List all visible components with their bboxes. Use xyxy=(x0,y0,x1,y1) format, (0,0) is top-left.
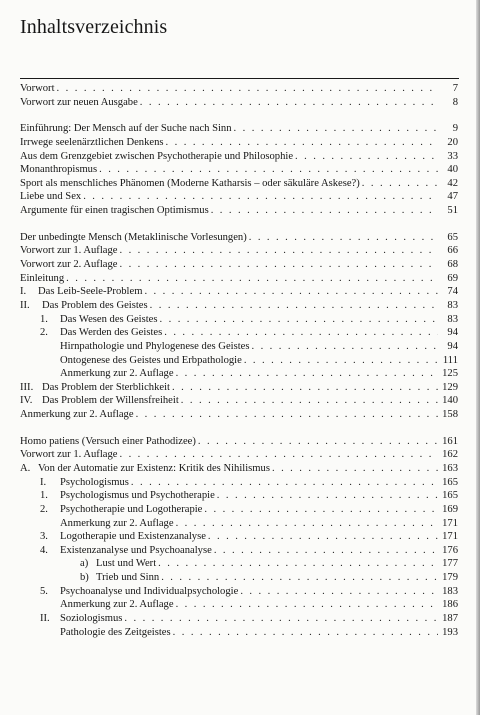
toc-entry[interactable] xyxy=(20,82,458,96)
dot-leader xyxy=(251,340,438,354)
dot-leader xyxy=(172,381,438,395)
toc-entry-title: Das Wesen des Geistes xyxy=(60,313,158,325)
toc-entry-number: 5. xyxy=(40,585,48,597)
toc-entry-title: Trieb und Sinn xyxy=(96,572,160,584)
toc-section xyxy=(20,231,458,422)
toc-entry-title: Monanthropismus xyxy=(20,164,98,176)
toc-page-number: 163 xyxy=(442,463,458,474)
dot-leader xyxy=(119,258,438,272)
toc-entry-title: Sport als menschliches Phänomen (Moderne Katharsis – oder säkuläre Askese?) xyxy=(20,177,360,189)
toc-entry-number: 4. xyxy=(40,544,48,556)
toc-entry-title: Logotherapie und Existenzanalyse xyxy=(60,531,206,543)
dot-leader xyxy=(217,489,438,503)
toc-page-number: 176 xyxy=(442,544,458,556)
toc-entry[interactable] xyxy=(20,381,458,395)
toc-entry[interactable] xyxy=(20,544,458,558)
toc-entry[interactable] xyxy=(20,408,458,422)
dot-leader xyxy=(211,204,438,218)
toc-page-number: 171 xyxy=(442,517,458,529)
toc-entry[interactable] xyxy=(20,476,458,490)
toc-entry[interactable] xyxy=(20,598,458,612)
toc-entry-title: Vorwort zur 1. Auflage xyxy=(20,245,118,257)
toc-entry-label xyxy=(20,462,270,476)
toc-page-number: 161 xyxy=(442,435,458,447)
toc-entry-title: Existenzanalyse und Psychoanalyse xyxy=(60,544,212,556)
toc-entry-title: Vorwort xyxy=(20,82,55,94)
toc-entry-label xyxy=(20,272,64,286)
dot-leader xyxy=(83,190,438,204)
toc-page-number: 169 xyxy=(442,503,458,515)
toc-page-number: 165 xyxy=(442,490,458,502)
toc-page-number: 74 xyxy=(447,286,458,298)
toc-entry-label xyxy=(40,313,158,327)
toc-entry-title: Das Problem der Sterblichkeit xyxy=(42,381,170,393)
toc-entry[interactable] xyxy=(20,177,458,191)
toc-entry-number: II. xyxy=(20,299,30,311)
toc-entry-label xyxy=(20,258,117,272)
toc-entry[interactable] xyxy=(20,462,458,476)
toc-entry[interactable] xyxy=(20,163,458,177)
toc-entry[interactable] xyxy=(20,448,458,462)
toc-entry-number: b) xyxy=(80,572,89,584)
toc-entry[interactable] xyxy=(20,313,458,327)
toc-entry-title: Anmerkung zur 2. Auflage xyxy=(60,368,174,380)
toc-entry-title: Psychoanalyse und Individualpsychologie xyxy=(60,585,239,597)
toc-entry-number: I. xyxy=(40,476,47,488)
toc-entry-label xyxy=(20,299,148,313)
toc-entry[interactable] xyxy=(20,354,458,368)
toc-page-number: 83 xyxy=(447,313,458,325)
toc-entry[interactable] xyxy=(20,394,458,408)
dot-leader xyxy=(124,612,438,626)
toc-entry-number: 1. xyxy=(40,313,48,325)
toc-page-number: 68 xyxy=(447,259,458,271)
toc-entry-label xyxy=(60,626,171,640)
toc-entry-title: Psychotherapie und Logotherapie xyxy=(60,503,203,515)
toc-entry[interactable] xyxy=(20,367,458,381)
dot-leader xyxy=(158,557,438,571)
toc-entry-label xyxy=(20,82,55,96)
toc-entry[interactable] xyxy=(20,272,458,286)
dot-leader xyxy=(119,244,438,258)
toc-entry-label xyxy=(60,367,174,381)
dot-leader xyxy=(272,462,438,476)
dot-leader xyxy=(140,96,438,110)
toc-entry-title: Anmerkung zur 2. Auflage xyxy=(20,409,134,421)
toc-page-number: 83 xyxy=(447,299,458,311)
toc-section xyxy=(20,122,458,217)
dot-leader xyxy=(57,82,438,96)
toc-page-number: 40 xyxy=(447,164,458,176)
toc-page-number: 186 xyxy=(442,599,458,611)
dot-leader xyxy=(198,435,438,449)
dot-leader xyxy=(160,313,438,327)
toc-entry-label xyxy=(20,163,97,177)
toc-entry-title: Das Problem des Geistes xyxy=(42,299,148,311)
toc-entry-label xyxy=(40,544,212,558)
toc-page-number: 94 xyxy=(447,340,458,352)
toc-entry[interactable] xyxy=(20,285,458,299)
toc-entry-label xyxy=(20,150,293,164)
dot-leader xyxy=(131,476,438,490)
toc-page-number: 158 xyxy=(442,409,458,421)
toc-entry-title: Ontogenese des Geistes und Erbpathologie xyxy=(60,354,242,366)
toc-page-number: 42 xyxy=(447,177,458,189)
toc-entry-label xyxy=(20,381,170,395)
dot-leader xyxy=(150,299,438,313)
toc-entry-number: IV. xyxy=(20,395,33,407)
toc-entry-title: Das Problem der Willensfreiheit xyxy=(42,395,179,407)
toc-entry-label xyxy=(40,489,215,503)
toc-page-number: 69 xyxy=(447,272,458,284)
toc-entry[interactable] xyxy=(20,122,458,136)
toc-entry-label xyxy=(80,557,156,571)
toc-page-number: 51 xyxy=(447,205,458,217)
toc-page-number: 7 xyxy=(452,82,458,94)
toc-entry-label xyxy=(20,231,247,245)
toc-entry[interactable] xyxy=(20,340,458,354)
toc-entry-title: Liebe und Sex xyxy=(20,191,82,203)
toc-entry-number: II. xyxy=(40,613,50,625)
toc-page-number: 171 xyxy=(442,531,458,543)
dot-leader xyxy=(166,136,438,150)
toc-page-number: 140 xyxy=(442,395,458,407)
toc-page-number: 66 xyxy=(447,245,458,257)
toc-page-number: 111 xyxy=(442,354,458,366)
toc-entry[interactable] xyxy=(20,244,458,258)
toc-page-number: 125 xyxy=(442,368,458,380)
toc-entry-title: Von der Automatie zur Existenz: Kritik des Nihilismus xyxy=(38,463,270,474)
toc-section xyxy=(20,82,458,109)
toc-section xyxy=(20,435,458,640)
toc-page-number: 20 xyxy=(447,136,458,148)
toc-entry-title: Das Werden des Geistes xyxy=(60,327,163,339)
toc-entry-number: I. xyxy=(20,286,27,298)
toc-entry-title: Das Leib-Seele-Problem xyxy=(38,286,143,298)
toc-entry-label xyxy=(20,177,360,191)
toc-entry-title: Aus dem Grenzgebiet zwischen Psychotherapie und Philosophie xyxy=(20,150,294,162)
toc-page-number: 162 xyxy=(442,449,458,461)
toc-entry[interactable] xyxy=(20,96,458,110)
toc-page-number: 65 xyxy=(447,231,458,243)
dot-leader xyxy=(208,530,438,544)
dot-leader xyxy=(249,231,438,245)
toc-entry-label xyxy=(80,571,159,585)
toc-entry-label xyxy=(20,448,117,462)
toc-entry[interactable] xyxy=(20,231,458,245)
toc-entry-label xyxy=(60,340,249,354)
toc-entry-label xyxy=(40,530,206,544)
toc-entry[interactable] xyxy=(20,489,458,503)
toc-entry-label xyxy=(40,476,129,490)
toc-entry-label xyxy=(20,136,164,150)
toc-entry-number: 2. xyxy=(40,503,48,515)
toc-entry-title: Homo patiens (Versuch einer Pathodizee) xyxy=(20,435,196,447)
toc-entry-label xyxy=(20,122,232,136)
toc-entry-title: Soziologismus xyxy=(60,613,123,625)
toc-entry-title: Anmerkung zur 2. Auflage xyxy=(60,599,174,611)
toc-page-number: 187 xyxy=(442,613,458,625)
toc-entry-label xyxy=(20,408,134,422)
dot-leader xyxy=(244,354,438,368)
toc-entry-label xyxy=(20,394,179,408)
toc-page-number: 33 xyxy=(447,150,458,162)
toc-entry-title: Einführung: Der Mensch auf der Suche nach Sinn xyxy=(20,123,232,135)
dot-leader xyxy=(66,272,438,286)
dot-leader xyxy=(176,517,438,531)
toc-entry-title: Pathologie des Zeitgeistes xyxy=(60,626,171,638)
toc-entry-label xyxy=(60,517,174,531)
dot-leader xyxy=(240,585,438,599)
toc-entry[interactable] xyxy=(20,150,458,164)
toc-entry-label xyxy=(20,285,142,299)
toc-entry-label xyxy=(40,612,122,626)
toc-entry-label xyxy=(20,96,138,110)
toc-entry[interactable] xyxy=(20,517,458,531)
page-edge-shadow xyxy=(476,0,480,715)
toc-entry[interactable] xyxy=(20,204,458,218)
toc-entry[interactable] xyxy=(20,503,458,517)
dot-leader xyxy=(234,122,438,136)
toc-entry[interactable] xyxy=(20,299,458,313)
toc-entry-number: A. xyxy=(20,463,31,474)
toc-page-number: 8 xyxy=(452,96,458,108)
toc-entry-label xyxy=(40,585,238,599)
toc-entry-title: Argumente für einen tragischen Optimismus xyxy=(20,205,209,217)
toc-page-number: 129 xyxy=(442,381,458,393)
toc-entry[interactable] xyxy=(20,258,458,272)
toc-page-number: 193 xyxy=(442,626,458,638)
dot-leader xyxy=(144,285,438,299)
dot-leader xyxy=(181,394,438,408)
toc-page-number: 177 xyxy=(442,558,458,570)
dot-leader xyxy=(176,367,438,381)
toc-entry-label xyxy=(20,435,196,449)
toc-entry-label xyxy=(40,326,162,340)
dot-leader xyxy=(164,326,438,340)
toc-entry-title: Vorwort zur neuen Ausgabe xyxy=(20,96,138,108)
page-title: Inhaltsverzeichnis xyxy=(20,16,168,38)
toc-entry-title: Psychologismus und Psychotherapie xyxy=(60,490,215,502)
dot-leader xyxy=(176,598,438,612)
toc-entry-title: Irrwege seelenärztlichen Denkens xyxy=(20,136,164,148)
dot-leader xyxy=(99,163,438,177)
toc-entry-title: Lust und Wert xyxy=(96,558,157,570)
toc-page-number: 47 xyxy=(447,191,458,203)
toc-page-number: 179 xyxy=(442,572,458,584)
toc-entry-title: Psychologismus xyxy=(60,476,129,488)
toc-entry-title: Anmerkung zur 2. Auflage xyxy=(60,517,174,529)
dot-leader xyxy=(136,408,438,422)
toc-entry[interactable] xyxy=(20,558,458,572)
dot-leader xyxy=(204,503,438,517)
dot-leader xyxy=(295,150,438,164)
toc-entry-label xyxy=(20,244,117,258)
toc-entry[interactable] xyxy=(20,136,458,150)
toc-entry[interactable] xyxy=(20,571,458,585)
toc-entry-number: 2. xyxy=(40,327,48,339)
toc-page-number: 94 xyxy=(447,327,458,339)
toc-entry[interactable] xyxy=(20,190,458,204)
toc-page-number: 165 xyxy=(442,476,458,488)
toc-entry-label xyxy=(60,354,242,368)
toc-entry-title: Hirnpathologie und Phylogenese des Geistes xyxy=(60,340,250,352)
toc-entry[interactable] xyxy=(20,626,458,640)
toc-entry-label xyxy=(20,204,209,218)
toc-entry-title: Vorwort zur 2. Auflage xyxy=(20,259,118,271)
dot-leader xyxy=(362,177,438,191)
toc-entry-title: Der unbedingte Mensch (Metaklinische Vorlesungen) xyxy=(20,231,247,243)
toc-entry[interactable] xyxy=(20,585,458,599)
table-of-contents xyxy=(20,82,458,652)
toc-entry-label xyxy=(20,190,81,204)
toc-entry[interactable] xyxy=(20,435,458,449)
toc-entry-label xyxy=(60,598,174,612)
toc-entry-title: Vorwort zur 1. Auflage xyxy=(20,449,118,461)
dot-leader xyxy=(119,448,438,462)
toc-page-number: 183 xyxy=(442,585,458,597)
toc-entry[interactable] xyxy=(20,612,458,626)
toc-entry-title: Einleitung xyxy=(20,272,65,284)
title-divider xyxy=(20,78,459,79)
toc-entry-number: 3. xyxy=(40,531,48,543)
toc-page-number: 9 xyxy=(452,123,458,135)
toc-entry-label xyxy=(40,503,202,517)
toc-entry-number: 1. xyxy=(40,490,48,502)
dot-leader xyxy=(161,571,438,585)
dot-leader xyxy=(214,544,438,558)
toc-entry-number: III. xyxy=(20,381,34,393)
toc-entry-number: a) xyxy=(80,558,89,570)
toc-entry[interactable] xyxy=(20,326,458,340)
toc-entry[interactable] xyxy=(20,530,458,544)
dot-leader xyxy=(173,626,438,640)
